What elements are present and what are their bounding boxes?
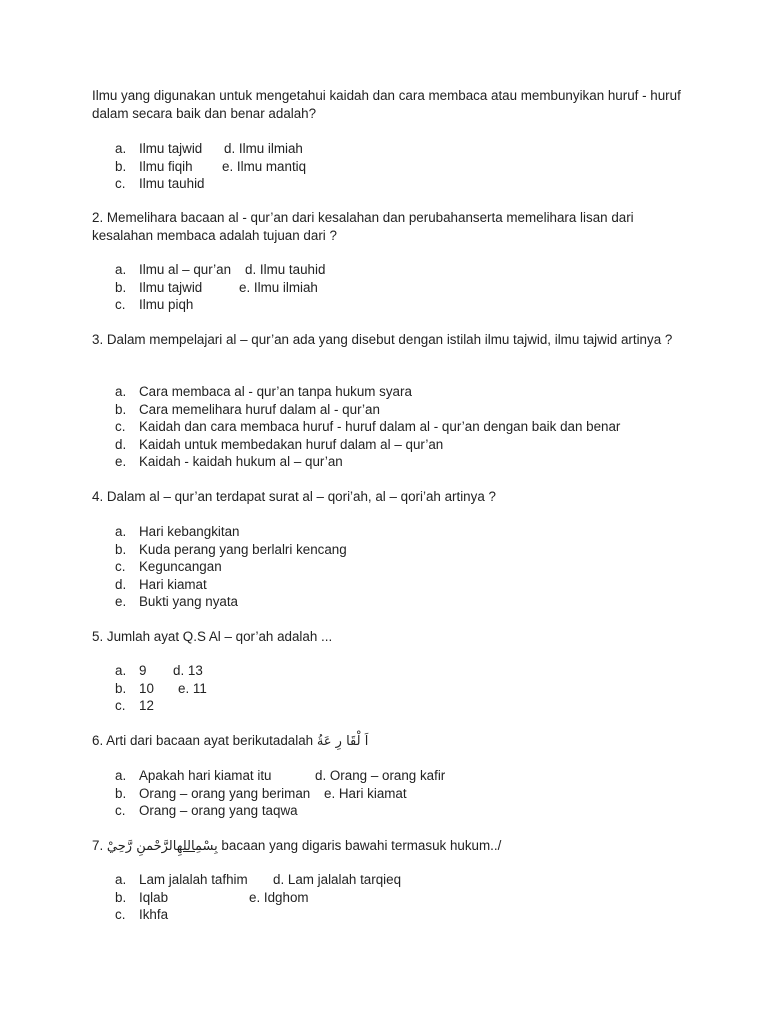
- option-text: Ilmu tauhid: [139, 176, 205, 191]
- question-5: [92, 628, 692, 646]
- option: [92, 785, 692, 803]
- option-letter: a.: [115, 663, 127, 678]
- arabic-underlined-word: اللهِ: [176, 839, 195, 854]
- option: [92, 158, 692, 176]
- option: [92, 697, 692, 715]
- option-text: Kaidah - kaidah hukum al – qur’an: [139, 454, 343, 469]
- option-text: Orang – orang yang taqwa: [139, 803, 298, 818]
- option-text: Ilmu tajwid: [139, 141, 203, 156]
- option: [92, 436, 692, 454]
- option-text: Lam jalalah tafhim: [139, 872, 248, 887]
- option: [92, 523, 692, 541]
- question-7-options: [92, 871, 692, 924]
- question-7: [92, 837, 692, 856]
- option-letter: e.: [115, 454, 127, 469]
- option-letter: a.: [115, 524, 127, 539]
- arabic-word: بِسْمِ: [194, 839, 218, 854]
- option-text: Ilmu al – qur’an: [139, 262, 232, 277]
- option: [92, 558, 692, 576]
- option-letter: d.: [115, 436, 127, 452]
- option-alt-text: e. Ilmu ilmiah: [239, 279, 318, 295]
- option-alt-text: d. Lam jalalah tarqieq: [273, 872, 402, 887]
- option-letter: c.: [115, 803, 126, 818]
- option-alt-text: e. Ilmu mantiq: [222, 158, 307, 174]
- option-letter: b.: [115, 541, 127, 557]
- option-text: Ilmu tajwid: [139, 279, 203, 295]
- option-alt-text: e. 11: [178, 680, 207, 696]
- option: [92, 296, 692, 314]
- question-4-options: [92, 523, 692, 611]
- option: [92, 418, 692, 436]
- option: [92, 453, 692, 471]
- option-text: Iqlab: [139, 889, 169, 905]
- arabic-word: الرَّحْمنِ رَّحِيْ: [106, 839, 177, 854]
- option: [92, 140, 692, 158]
- option-text: Apakah hari kiamat itu: [139, 768, 272, 783]
- question-3-options: [92, 383, 692, 471]
- arabic-verse: اَ لْقَا رِ عَةُ: [316, 734, 369, 749]
- option-text: Ikhfa: [139, 907, 169, 922]
- option-letter: b.: [115, 401, 127, 417]
- question-text: 5. Jumlah ayat Q.S Al – qor’ah adalah ...: [92, 629, 333, 644]
- question-4: [92, 488, 692, 506]
- option: [92, 767, 692, 785]
- option-text: Kaidah dan cara membaca huruf - huruf dalam al - qur’an dengan baik dan benar: [139, 419, 621, 434]
- option-letter: e.: [115, 594, 127, 609]
- question-1-options: [92, 140, 692, 193]
- arabic-basmalah: [107, 839, 218, 854]
- option-letter: b.: [115, 158, 127, 174]
- option-letter: c.: [115, 297, 126, 312]
- option: [92, 383, 692, 401]
- question-text: [92, 837, 692, 856]
- option-text: 9: [139, 663, 147, 678]
- option-text: 12: [139, 698, 154, 713]
- option-text: Cara memelihara huruf dalam al - qur’an: [139, 401, 380, 417]
- question-text: 2. Memelihara bacaan al - qur’an dari kesalahan dan perubahanserta memelihara lisan dari kesalahan membaca adalah tujuan dari ?: [92, 210, 634, 243]
- question-number: 7.: [92, 838, 104, 853]
- option-letter: c.: [115, 698, 126, 713]
- question-3: [92, 331, 692, 349]
- option-alt-text: d. 13: [173, 663, 203, 678]
- option-letter: d.: [115, 576, 127, 592]
- option: [92, 175, 692, 193]
- question-text: Ilmu yang digunakan untuk mengetahui kaidah dan cara membaca atau membunyikan huruf - huruf dalam secara baik dan benar adalah?: [92, 88, 681, 121]
- option-letter: c.: [115, 559, 126, 574]
- question-5-options: [92, 662, 692, 715]
- option-letter: a.: [115, 262, 127, 277]
- option-alt-text: e. Hari kiamat: [324, 785, 407, 801]
- option-letter: c.: [115, 907, 126, 922]
- option-alt-text: d. Ilmu tauhid: [245, 262, 326, 277]
- option-letter: a.: [115, 768, 127, 783]
- option-alt-text: e. Idghom: [249, 889, 309, 905]
- option-letter: b.: [115, 680, 127, 696]
- option-letter: c.: [115, 419, 126, 434]
- question-text: 3. Dalam mempelajari al – qur’an ada yang disebut dengan istilah ilmu tajwid, ilmu tajwid artinya ?: [92, 332, 673, 347]
- option-text: Hari kebangkitan: [139, 524, 240, 539]
- option: [92, 802, 692, 820]
- option-text: Keguncangan: [139, 559, 222, 574]
- option: [92, 279, 692, 297]
- option: [92, 889, 692, 907]
- option: [92, 576, 692, 594]
- option-alt-text: d. Ilmu ilmiah: [224, 141, 303, 156]
- option: [92, 541, 692, 559]
- question-2: [92, 209, 692, 245]
- option-text: Cara membaca al - qur’an tanpa hukum syara: [139, 384, 412, 399]
- option-text: Ilmu fiqih: [139, 158, 193, 174]
- question-2-options: [92, 261, 692, 314]
- question-text-suffix: bacaan yang digaris bawahi termasuk hukum../: [221, 838, 502, 853]
- question-text: 4. Dalam al – qur’an terdapat surat al – qori’ah, al – qori’ah artinya ?: [92, 489, 496, 504]
- option-letter: b.: [115, 889, 127, 905]
- question-6-options: [92, 767, 692, 820]
- option-letter: a.: [115, 141, 127, 156]
- option-letter: b.: [115, 279, 127, 295]
- option: [92, 871, 692, 889]
- option-text: Ilmu piqh: [139, 297, 194, 312]
- option-letter: c.: [115, 176, 126, 191]
- option: [92, 261, 692, 279]
- option-text: Bukti yang nyata: [139, 594, 239, 609]
- option-letter: a.: [115, 384, 127, 399]
- option-text: Kuda perang yang berlalri kencang: [139, 541, 347, 557]
- question-text-prefix: 6. Arti dari bacaan ayat berikutadalah: [92, 733, 314, 748]
- option-text: 10: [139, 680, 154, 696]
- option-text: Orang – orang yang beriman: [139, 785, 311, 801]
- option: [92, 593, 692, 611]
- option-letter: b.: [115, 785, 127, 801]
- option-text: Hari kiamat: [139, 576, 207, 592]
- option: [92, 401, 692, 419]
- question-text: [92, 732, 692, 751]
- question-6: [92, 732, 692, 751]
- option: [92, 906, 692, 924]
- option: [92, 662, 692, 680]
- option-text: Kaidah untuk membedakan huruf dalam al – qur’an: [139, 436, 444, 452]
- option-letter: a.: [115, 872, 127, 887]
- option: [92, 680, 692, 698]
- question-1: [92, 87, 692, 123]
- option-alt-text: d. Orang – orang kafir: [315, 768, 446, 783]
